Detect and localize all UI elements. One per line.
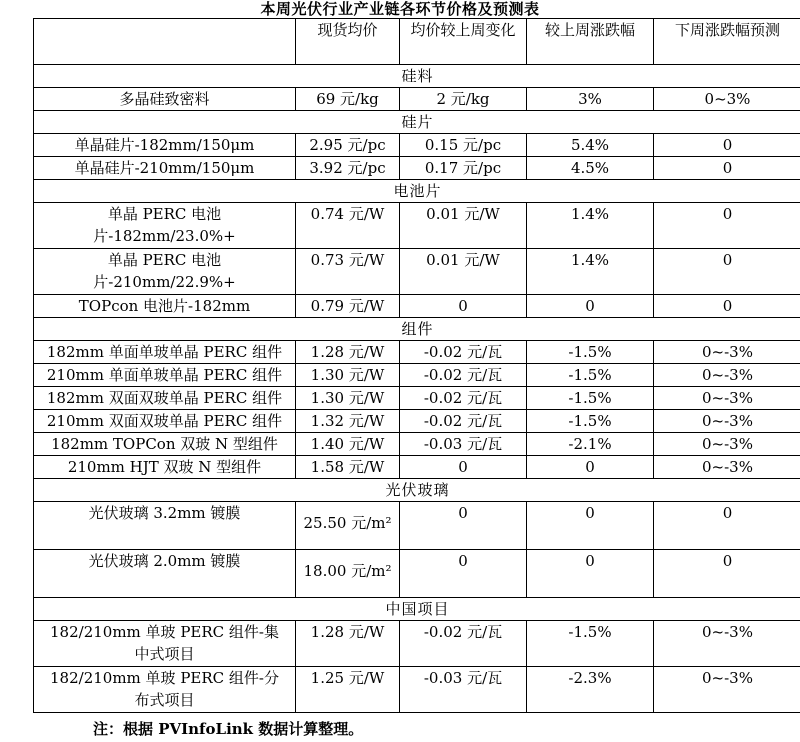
cell-forecast: 0~-3% xyxy=(654,364,800,387)
cell-price-change: 0.01 元/W xyxy=(400,249,527,295)
cell-spot-price: 1.40 元/W xyxy=(296,433,400,456)
header-item xyxy=(34,19,296,65)
cell-forecast: 0~-3% xyxy=(654,621,800,667)
table-row xyxy=(34,502,800,550)
cell-weekly-change: 5.4% xyxy=(527,134,654,157)
cell-item: 210mm 单面单玻单晶 PERC 组件 xyxy=(34,364,296,387)
cell-weekly-change: -1.5% xyxy=(527,364,654,387)
table-row xyxy=(34,249,800,295)
cell-item: 单晶硅片-210mm/150μm xyxy=(34,157,296,180)
cell-forecast: 0 xyxy=(654,157,800,180)
cell-forecast: 0 xyxy=(654,295,800,318)
table-row xyxy=(34,387,800,410)
cell-weekly-change: 0 xyxy=(527,456,654,479)
table-title: 本周光伏行业产业链各环节价格及预测表 xyxy=(260,0,540,18)
cell-weekly-change: -2.3% xyxy=(527,667,654,713)
cell-spot-price: 1.58 元/W xyxy=(296,456,400,479)
cell-forecast: 0 xyxy=(654,502,800,550)
cell-price-change: -0.02 元/瓦 xyxy=(400,621,527,667)
table-row xyxy=(34,456,800,479)
cell-item: 光伏玻璃 2.0mm 镀膜 xyxy=(34,550,296,598)
cell-weekly-change: 4.5% xyxy=(527,157,654,180)
cell-item: 182/210mm 单玻 PERC 组件-集中式项目 xyxy=(34,621,296,667)
cell-spot-price: 1.25 元/W xyxy=(296,667,400,713)
table-row xyxy=(34,157,800,180)
cell-item: 210mm 双面双玻单晶 PERC 组件 xyxy=(34,410,296,433)
cell-spot-price: 0.79 元/W xyxy=(296,295,400,318)
cell-price-change: -0.03 元/瓦 xyxy=(400,433,527,456)
cell-price-change: 0 xyxy=(400,295,527,318)
cell-item: 182mm TOPCon 双玻 N 型组件 xyxy=(34,433,296,456)
table-row xyxy=(34,621,800,667)
cell-price-change: 0.15 元/pc xyxy=(400,134,527,157)
cell-weekly-change: 0 xyxy=(527,502,654,550)
cell-spot-price: 1.32 元/W xyxy=(296,410,400,433)
table-row xyxy=(34,295,800,318)
section-header-cell: 电池片 xyxy=(34,180,800,203)
cell-item: 182mm 双面双玻单晶 PERC 组件 xyxy=(34,387,296,410)
section-header-polysilicon: 硅料 xyxy=(34,65,800,88)
cell-item: 单晶硅片-182mm/150μm xyxy=(34,134,296,157)
cell-weekly-change: -1.5% xyxy=(527,341,654,364)
section-header-wafer: 硅片 xyxy=(34,111,800,134)
cell-price-change: 0 xyxy=(400,502,527,550)
header-forecast: 下周涨跌幅预测 xyxy=(654,19,800,65)
cell-price-change: -0.02 元/瓦 xyxy=(400,341,527,364)
cell-item: TOPcon 电池片-182mm xyxy=(34,295,296,318)
cell-price-change: -0.02 元/瓦 xyxy=(400,387,527,410)
header-weekly-change: 较上周涨跌幅 xyxy=(527,19,654,65)
table-row xyxy=(34,134,800,157)
cell-forecast: 0 xyxy=(654,550,800,598)
cell-weekly-change: 0 xyxy=(527,295,654,318)
cell-forecast: 0 xyxy=(654,249,800,295)
cell-price-change: 0.17 元/pc xyxy=(400,157,527,180)
cell-spot-price: 25.50 元/m² xyxy=(296,502,400,550)
cell-price-change: -0.03 元/瓦 xyxy=(400,667,527,713)
cell-item: 182/210mm 单玻 PERC 组件-分布式项目 xyxy=(34,667,296,713)
table-row xyxy=(34,88,800,111)
cell-price-change: 0.01 元/W xyxy=(400,203,527,249)
cell-forecast: 0~-3% xyxy=(654,456,800,479)
cell-spot-price: 69 元/kg xyxy=(296,88,400,111)
cell-forecast: 0~-3% xyxy=(654,667,800,713)
section-header-glass: 光伏玻璃 xyxy=(34,479,800,502)
cell-weekly-change: -1.5% xyxy=(527,621,654,667)
cell-spot-price: 1.30 元/W xyxy=(296,387,400,410)
cell-weekly-change: -1.5% xyxy=(527,410,654,433)
cell-spot-price: 18.00 元/m² xyxy=(296,550,400,598)
cell-spot-price: 1.30 元/W xyxy=(296,364,400,387)
cell-item: 210mm HJT 双玻 N 型组件 xyxy=(34,456,296,479)
source-note: 注：根据 PVInfoLink 数据计算整理。 xyxy=(93,720,364,738)
cell-spot-price: 3.92 元/pc xyxy=(296,157,400,180)
header-price-change: 均价较上周变化 xyxy=(400,19,527,65)
cell-spot-price: 0.73 元/W xyxy=(296,249,400,295)
table-row xyxy=(34,667,800,713)
table-row xyxy=(34,433,800,456)
cell-price-change: -0.02 元/瓦 xyxy=(400,410,527,433)
cell-item: 多晶硅致密料 xyxy=(34,88,296,111)
cell-weekly-change: -1.5% xyxy=(527,387,654,410)
header-row xyxy=(34,19,800,65)
cell-spot-price: 1.28 元/W xyxy=(296,621,400,667)
cell-item: 单晶 PERC 电池片-182mm/23.0%+ xyxy=(34,203,296,249)
cell-weekly-change: -2.1% xyxy=(527,433,654,456)
table-row xyxy=(34,410,800,433)
cell-weekly-change: 3% xyxy=(527,88,654,111)
price-table xyxy=(33,18,800,713)
cell-price-change: 0 xyxy=(400,456,527,479)
cell-forecast: 0~-3% xyxy=(654,410,800,433)
cell-price-change: -0.02 元/瓦 xyxy=(400,364,527,387)
cell-item: 182mm 单面单玻单晶 PERC 组件 xyxy=(34,341,296,364)
cell-item: 单晶 PERC 电池片-210mm/22.9%+ xyxy=(34,249,296,295)
cell-forecast: 0~-3% xyxy=(654,387,800,410)
cell-forecast: 0~-3% xyxy=(654,341,800,364)
cell-forecast: 0~3% xyxy=(654,88,800,111)
cell-weekly-change: 0 xyxy=(527,550,654,598)
section-header-china-projects: 中国项目 xyxy=(34,598,800,621)
table-row xyxy=(34,341,800,364)
table-row xyxy=(34,203,800,249)
cell-price-change: 2 元/kg xyxy=(400,88,527,111)
cell-forecast: 0~-3% xyxy=(654,433,800,456)
header-spot-price: 现货均价 xyxy=(296,19,400,65)
cell-item: 光伏玻璃 3.2mm 镀膜 xyxy=(34,502,296,550)
cell-weekly-change: 1.4% xyxy=(527,249,654,295)
cell-weekly-change: 1.4% xyxy=(527,203,654,249)
cell-forecast: 0 xyxy=(654,134,800,157)
section-header-module: 组件 xyxy=(34,318,800,341)
table-row xyxy=(34,364,800,387)
table-row xyxy=(34,550,800,598)
cell-price-change: 0 xyxy=(400,550,527,598)
cell-forecast: 0 xyxy=(654,203,800,249)
cell-spot-price: 2.95 元/pc xyxy=(296,134,400,157)
cell-spot-price: 1.28 元/W xyxy=(296,341,400,364)
cell-spot-price: 0.74 元/W xyxy=(296,203,400,249)
